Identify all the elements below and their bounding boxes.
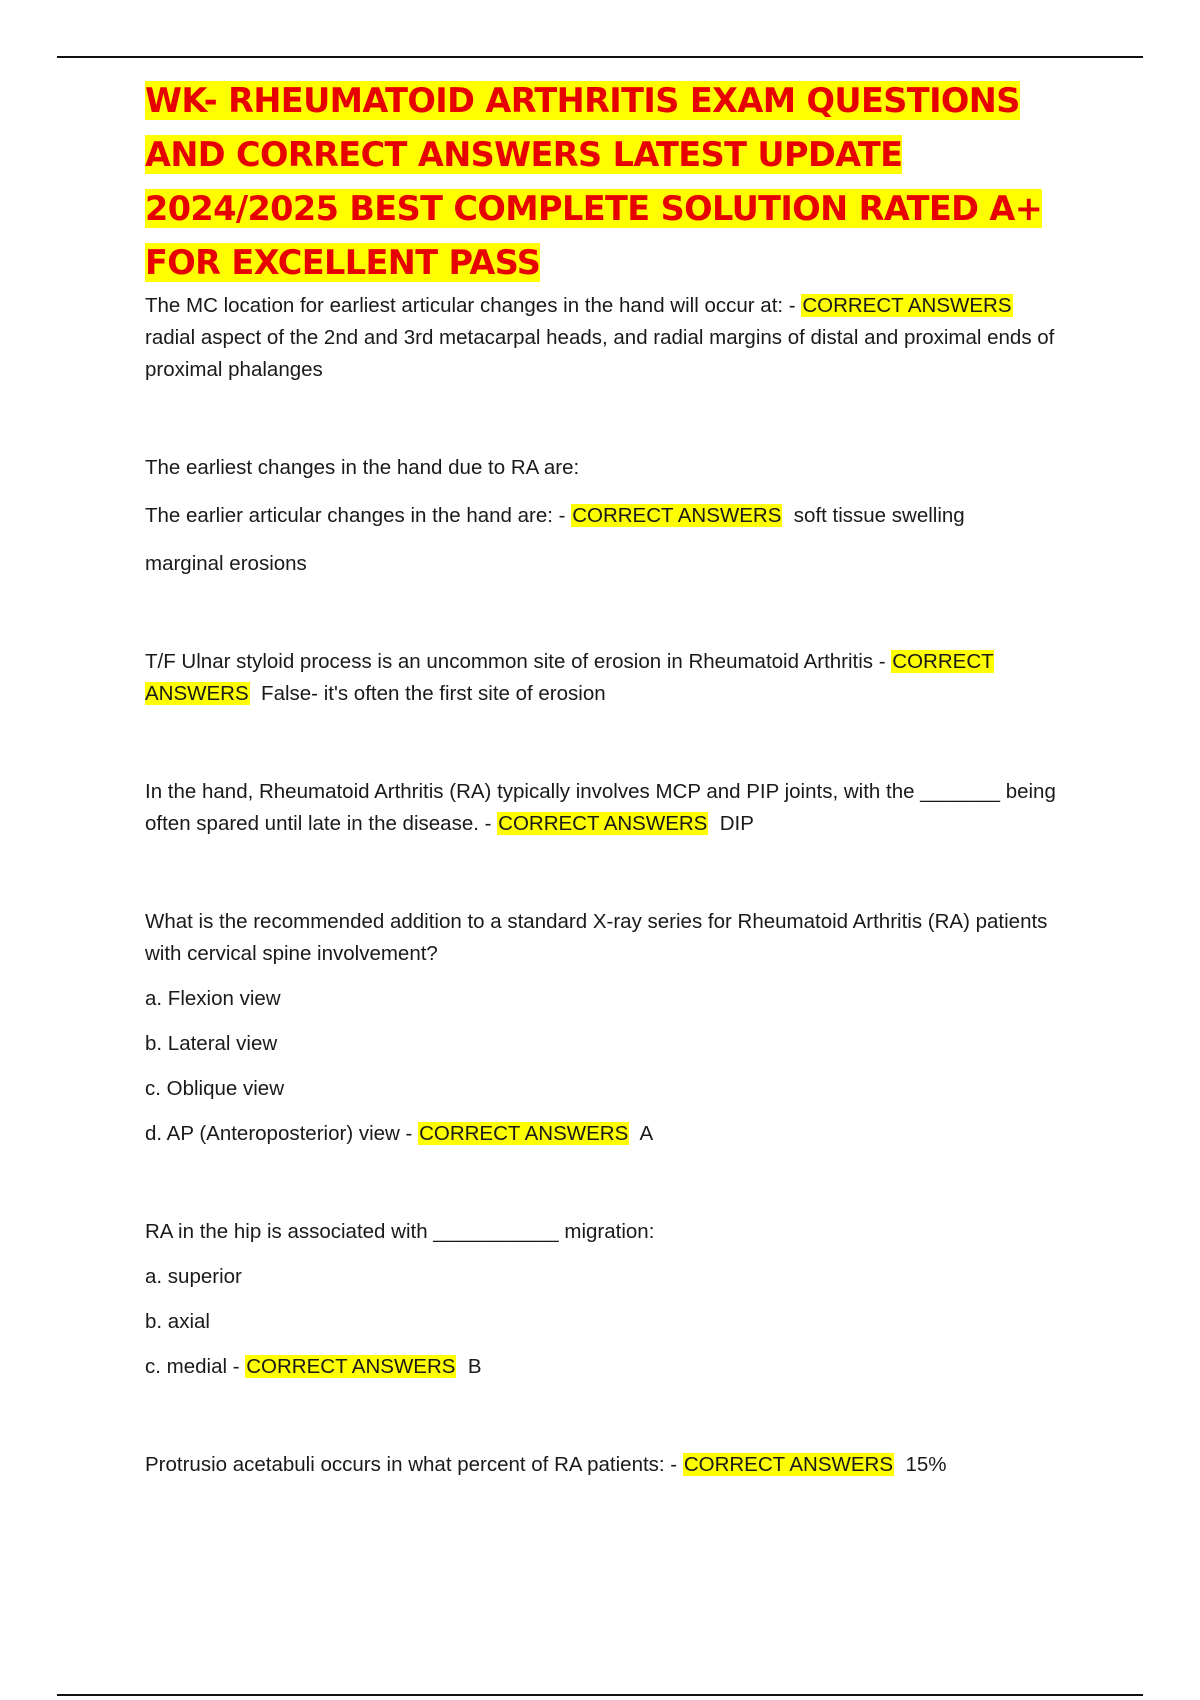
answer-marker: CORRECT ANSWERS xyxy=(498,812,708,835)
question-text: The earlier articular changes in the hand are: - CORRECT ANSWERS soft tissue swelling xyxy=(145,504,965,527)
answer-marker: CORRECT ANSWERS xyxy=(419,1122,629,1145)
qa-item-5 xyxy=(145,906,1065,1150)
qa-item-3 xyxy=(145,646,1065,710)
top-rule xyxy=(57,56,1143,58)
question-heading: The earliest changes in the hand due to RA are: xyxy=(145,456,580,479)
answer-marker: CORRECT ANSWERS xyxy=(802,294,1012,317)
answer-text: False- it's often the first site of erosion xyxy=(249,682,606,705)
question-text: The MC location for earliest articular changes in the hand will occur at: - CORRECT ANSWERS radial aspect of the 2nd and 3rd metacarpal heads, and radial margins of distal and proximal ends of proximal phalanges xyxy=(145,294,1055,381)
option-c: c. medial - CORRECT ANSWERS B xyxy=(145,1355,482,1378)
question-text: T/F Ulnar styloid process is an uncommon site of erosion in Rheumatoid Arthritis - CORRECT ANSWERS False- it's often the first site of erosion xyxy=(145,650,994,705)
question-text: In the hand, Rheumatoid Arthritis (RA) typically involves MCP and PIP joints, with the _______ being often spared until late in the disease. - CORRECT ANSWERS DIP xyxy=(145,780,1056,835)
option-c: c. Oblique view xyxy=(145,1077,285,1100)
answer-text: DIP xyxy=(708,812,754,835)
answer-text-line2: marginal erosions xyxy=(145,552,307,575)
question-text: RA in the hip is associated with ___________ migration: xyxy=(145,1220,655,1243)
qa-item-2 xyxy=(145,452,1065,580)
answer-text: 15% xyxy=(894,1453,947,1476)
option-a: a. superior xyxy=(145,1265,242,1288)
qa-item-6 xyxy=(145,1216,1065,1383)
bottom-rule xyxy=(57,1694,1143,1696)
qa-item-4 xyxy=(145,776,1065,840)
answer-marker: CORRECT ANSWERS xyxy=(572,504,782,527)
answer-text: A xyxy=(629,1122,654,1145)
option-a: a. Flexion view xyxy=(145,987,281,1010)
document-body xyxy=(145,74,1065,1481)
question-text: What is the recommended addition to a standard X-ray series for Rheumatoid Arthritis (RA) patients with cervical spine involvement? xyxy=(145,910,1048,965)
option-d: d. AP (Anteroposterior) view - CORRECT ANSWERS A xyxy=(145,1122,654,1145)
answer-text: B xyxy=(456,1355,482,1378)
question-text: Protrusio acetabuli occurs in what percent of RA patients: - CORRECT ANSWERS 15% xyxy=(145,1453,947,1476)
answer-text: radial aspect of the 2nd and 3rd metacarpal heads, and radial margins of distal and proximal ends of proximal phalanges xyxy=(145,326,1055,381)
answer-marker: CORRECT ANSWERS xyxy=(145,650,994,705)
option-b: b. axial xyxy=(145,1310,210,1333)
qa-item-1 xyxy=(145,290,1065,386)
qa-item-7 xyxy=(145,1449,1065,1481)
answer-marker: CORRECT ANSWERS xyxy=(246,1355,456,1378)
answer-marker: CORRECT ANSWERS xyxy=(683,1453,894,1476)
option-b: b. Lateral view xyxy=(145,1032,278,1055)
answer-text: soft tissue swelling xyxy=(782,504,965,527)
document-title: WK- RHEUMATOID ARTHRITIS EXAM QUESTIONS AND CORRECT ANSWERS LATEST UPDATE 2024/2025 BEST COMPLETE SOLUTION RATED A+ FOR EXCELLENT PASS xyxy=(145,81,1043,282)
